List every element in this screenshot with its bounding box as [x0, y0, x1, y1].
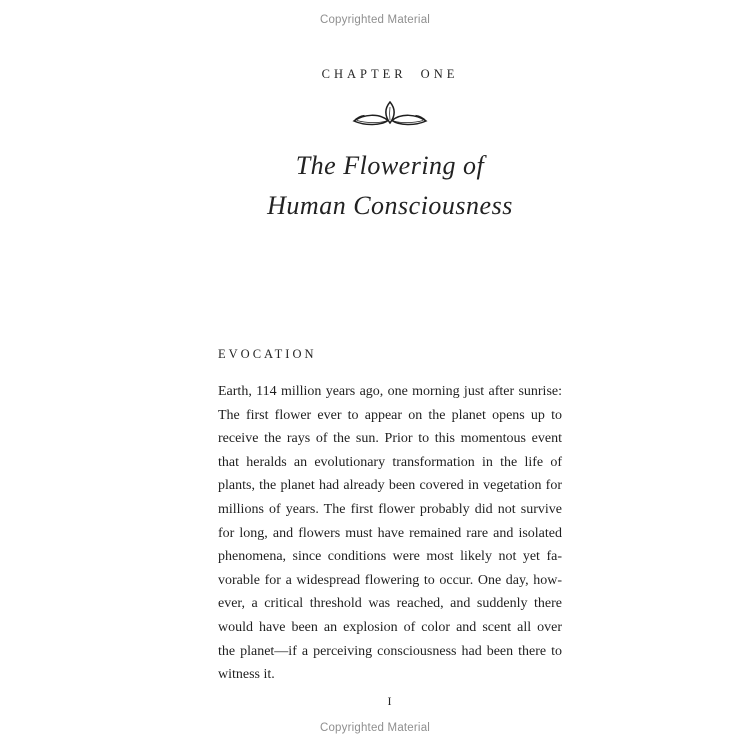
lotus-fleuron-icon	[351, 99, 429, 131]
body-line: for long, and flowers must have remained rare and isolated	[218, 525, 562, 541]
body-line: would have been an explosion of color and scent all over	[218, 619, 562, 635]
body-line: witness it.	[218, 667, 275, 683]
chapter-title-line2: Human Consciousness	[267, 191, 513, 220]
section-heading: EVOCATION	[218, 347, 317, 361]
body-line: millions of years. The first flower probably did not survive	[218, 501, 562, 517]
body-line: ever, a critical threshold was reached, and suddenly there	[218, 596, 562, 612]
chapter-title	[218, 146, 562, 226]
body-line: Earth, 114 million years ago, one morning just after sunrise:	[218, 384, 562, 399]
body-line: the planet—if a perceiving consciousness had been there to	[218, 643, 562, 659]
body-line: vorable for a widespread flowering to occur. One day, how-	[218, 572, 562, 588]
chapter-heading: CHAPTER ONE	[321, 67, 459, 81]
body-paragraph	[218, 380, 562, 687]
body-line: phenomena, since conditions were most likely not yet fa-	[218, 549, 562, 565]
body-line: The first flower ever to appear on the planet opens up to	[218, 407, 562, 423]
page-number: I	[387, 694, 393, 708]
body-line: receive the rays of the sun. Prior to this momentous event	[218, 431, 562, 447]
body-line: plants, the planet had already been covered in vegetation for	[218, 478, 562, 494]
copyright-banner-top: Copyrighted Material	[319, 14, 431, 26]
copyright-banner-bottom: Copyrighted Material	[319, 722, 431, 734]
chapter-title-line1: The Flowering of	[295, 151, 485, 180]
page-content	[218, 0, 562, 750]
body-line: that heralds an evolutionary transformation in the life of	[218, 454, 562, 470]
